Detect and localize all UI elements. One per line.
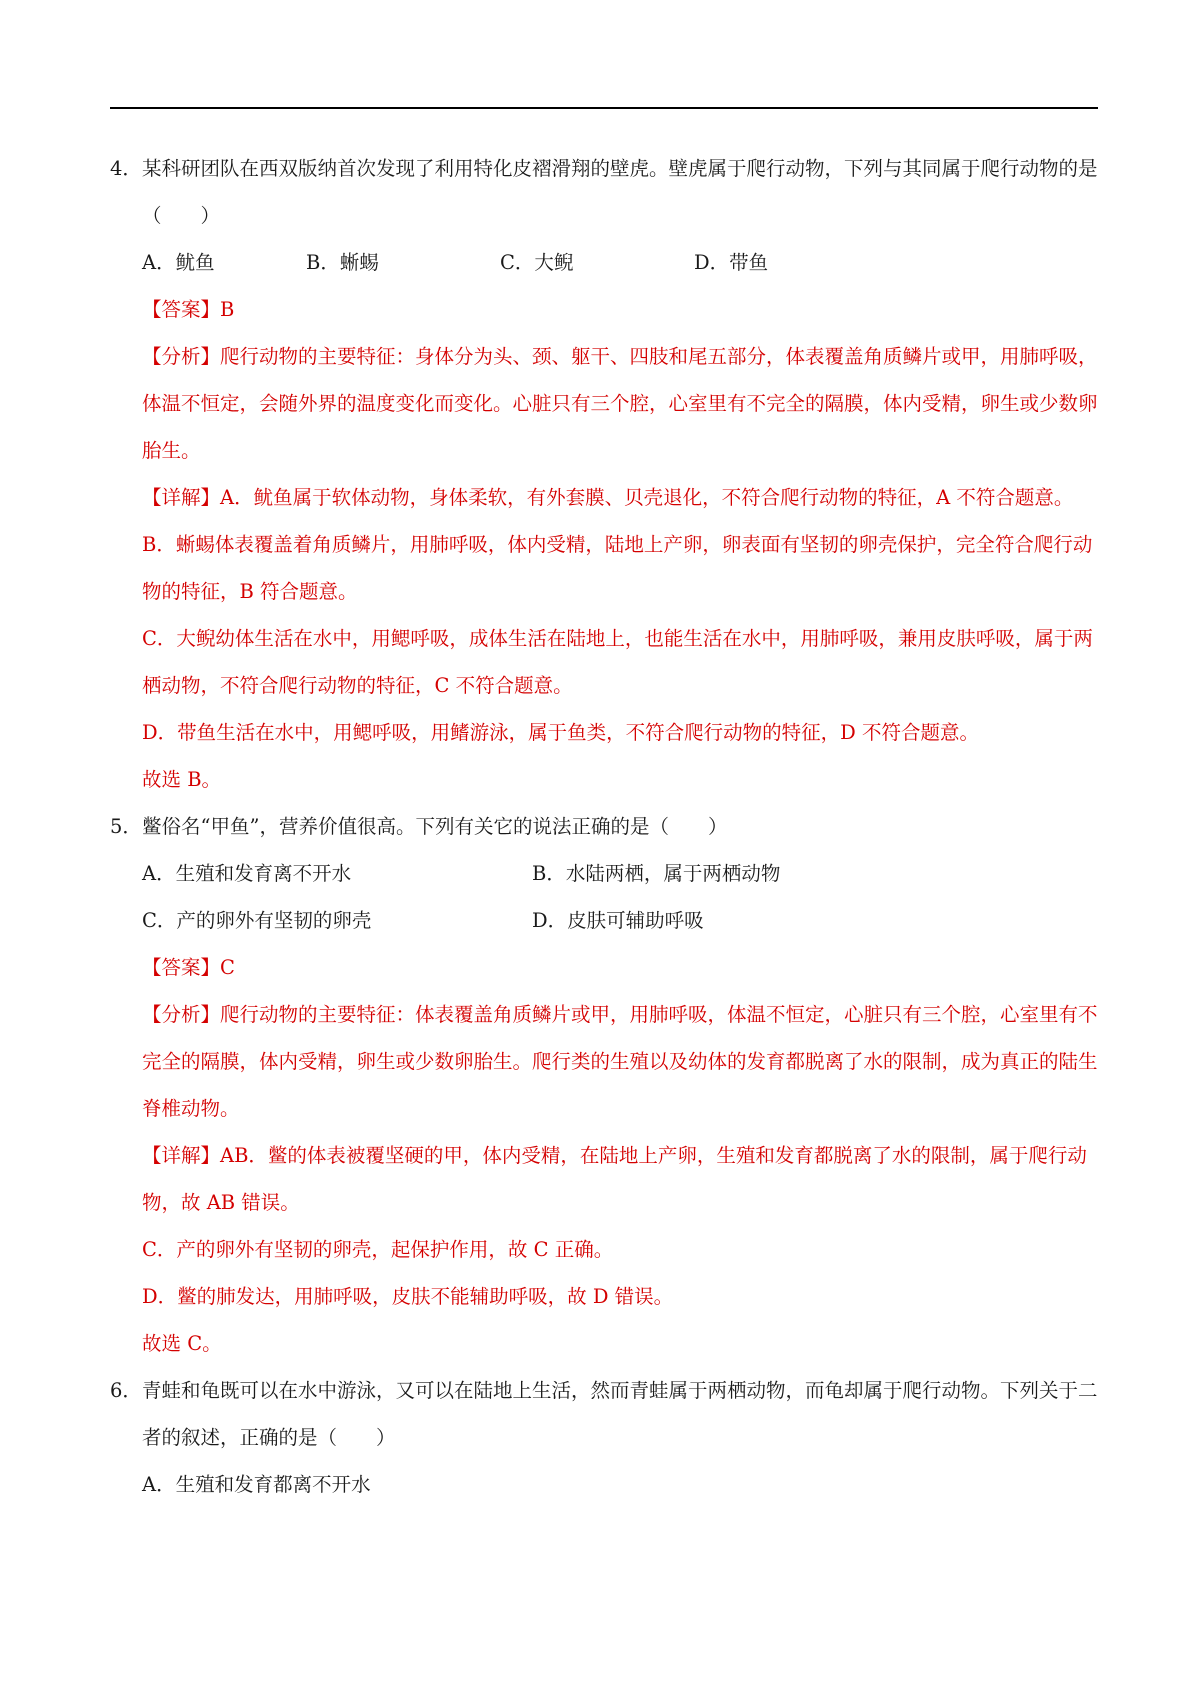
question-6-stem xyxy=(110,1367,1098,1461)
option-c: C．大鲵 xyxy=(500,251,574,274)
detail-paragraph: D．带鱼生活在水中，用鳃呼吸，用鳍游泳，属于鱼类，不符合爬行动物的特征，D 不符合题意。 xyxy=(142,721,979,744)
question-4-options xyxy=(110,239,1098,286)
detail-paragraph: C．大鲵幼体生活在水中，用鳃呼吸，成体生活在陆地上，也能生活在水中，用肺呼吸，兼用皮肤呼吸，属于两栖动物，不符合爬行动物的特征，C 不符合题意。 xyxy=(142,627,1093,697)
option-d: D．皮肤可辅助呼吸 xyxy=(532,909,704,932)
option-d: D．带鱼 xyxy=(694,251,769,274)
option-a: A．生殖和发育都离不开水 xyxy=(142,1473,371,1496)
detail-paragraph: B．蜥蜴体表覆盖着角质鳞片，用肺呼吸，体内受精，陆地上产卵，卵表面有坚韧的卵壳保护，完全符合爬行动物的特征，B 符合题意。 xyxy=(142,533,1093,603)
detail-paragraph: D．鳖的肺发达，用肺呼吸，皮肤不能辅助呼吸，故 D 错误。 xyxy=(142,1285,674,1308)
header-rule xyxy=(110,107,1098,109)
option-b: B．蜥蜴 xyxy=(306,251,379,274)
conclusion: 故选 B。 xyxy=(142,768,222,791)
question-text: 青蛙和龟既可以在水中游泳，又可以在陆地上生活，然而青蛙属于两栖动物，而龟却属于爬行动物。下列关于二者的叙述，正确的是（ ） xyxy=(142,1379,1098,1449)
question-5-stem xyxy=(110,803,1098,850)
detail-paragraph: 【详解】A．鱿鱼属于软体动物，身体柔软，有外套膜、贝壳退化，不符合爬行动物的特征，A 不符合题意。 xyxy=(142,486,1074,509)
option-a: A．生殖和发育离不开水 xyxy=(142,862,352,885)
document-body xyxy=(110,145,1098,1508)
question-text: 鳖俗名“甲鱼”，营养价值很高。下列有关它的说法正确的是（ ） xyxy=(142,815,728,838)
question-number: 4． xyxy=(110,157,142,180)
option-c: C．产的卵外有坚韧的卵壳 xyxy=(142,909,372,932)
conclusion: 故选 C。 xyxy=(142,1332,222,1355)
option-b: B．水陆两栖，属于两栖动物 xyxy=(532,862,781,885)
detail-paragraph: C．产的卵外有坚韧的卵壳，起保护作用，故 C 正确。 xyxy=(142,1238,614,1261)
question-5-options-row-2 xyxy=(110,897,1098,944)
question-text: 某科研团队在西双版纳首次发现了利用特化皮褶滑翔的壁虎。壁虎属于爬行动物，下列与其同属于爬行动物的是（ ） xyxy=(142,157,1098,227)
answer-label: 【答案】B xyxy=(142,298,235,321)
option-a: A．鱿鱼 xyxy=(142,251,215,274)
analysis-paragraph: 【分析】爬行动物的主要特征：体表覆盖角质鳞片或甲，用肺呼吸，体温不恒定，心脏只有三个腔，心室里有不完全的隔膜，体内受精，卵生或少数卵胎生。爬行类的生殖以及幼体的发育都脱离了水的限制，成为真正的陆生脊椎动物。 xyxy=(142,1003,1098,1120)
analysis-paragraph: 【分析】爬行动物的主要特征：身体分为头、颈、躯干、四肢和尾五部分，体表覆盖角质鳞片或甲，用肺呼吸，体温不恒定，会随外界的温度变化而变化。心脏只有三个腔，心室里有不完全的隔膜，体内受精，卵生或少数卵胎生。 xyxy=(142,345,1098,462)
detail-paragraph: 【详解】AB．鳖的体表被覆坚硬的甲，体内受精，在陆地上产卵，生殖和发育都脱离了水的限制，属于爬行动物，故 AB 错误。 xyxy=(142,1144,1087,1214)
question-number: 6． xyxy=(110,1379,142,1402)
question-number: 5． xyxy=(110,815,142,838)
question-4-stem xyxy=(110,145,1098,239)
question-5-options-row-1 xyxy=(110,850,1098,897)
answer-label: 【答案】C xyxy=(142,956,235,979)
